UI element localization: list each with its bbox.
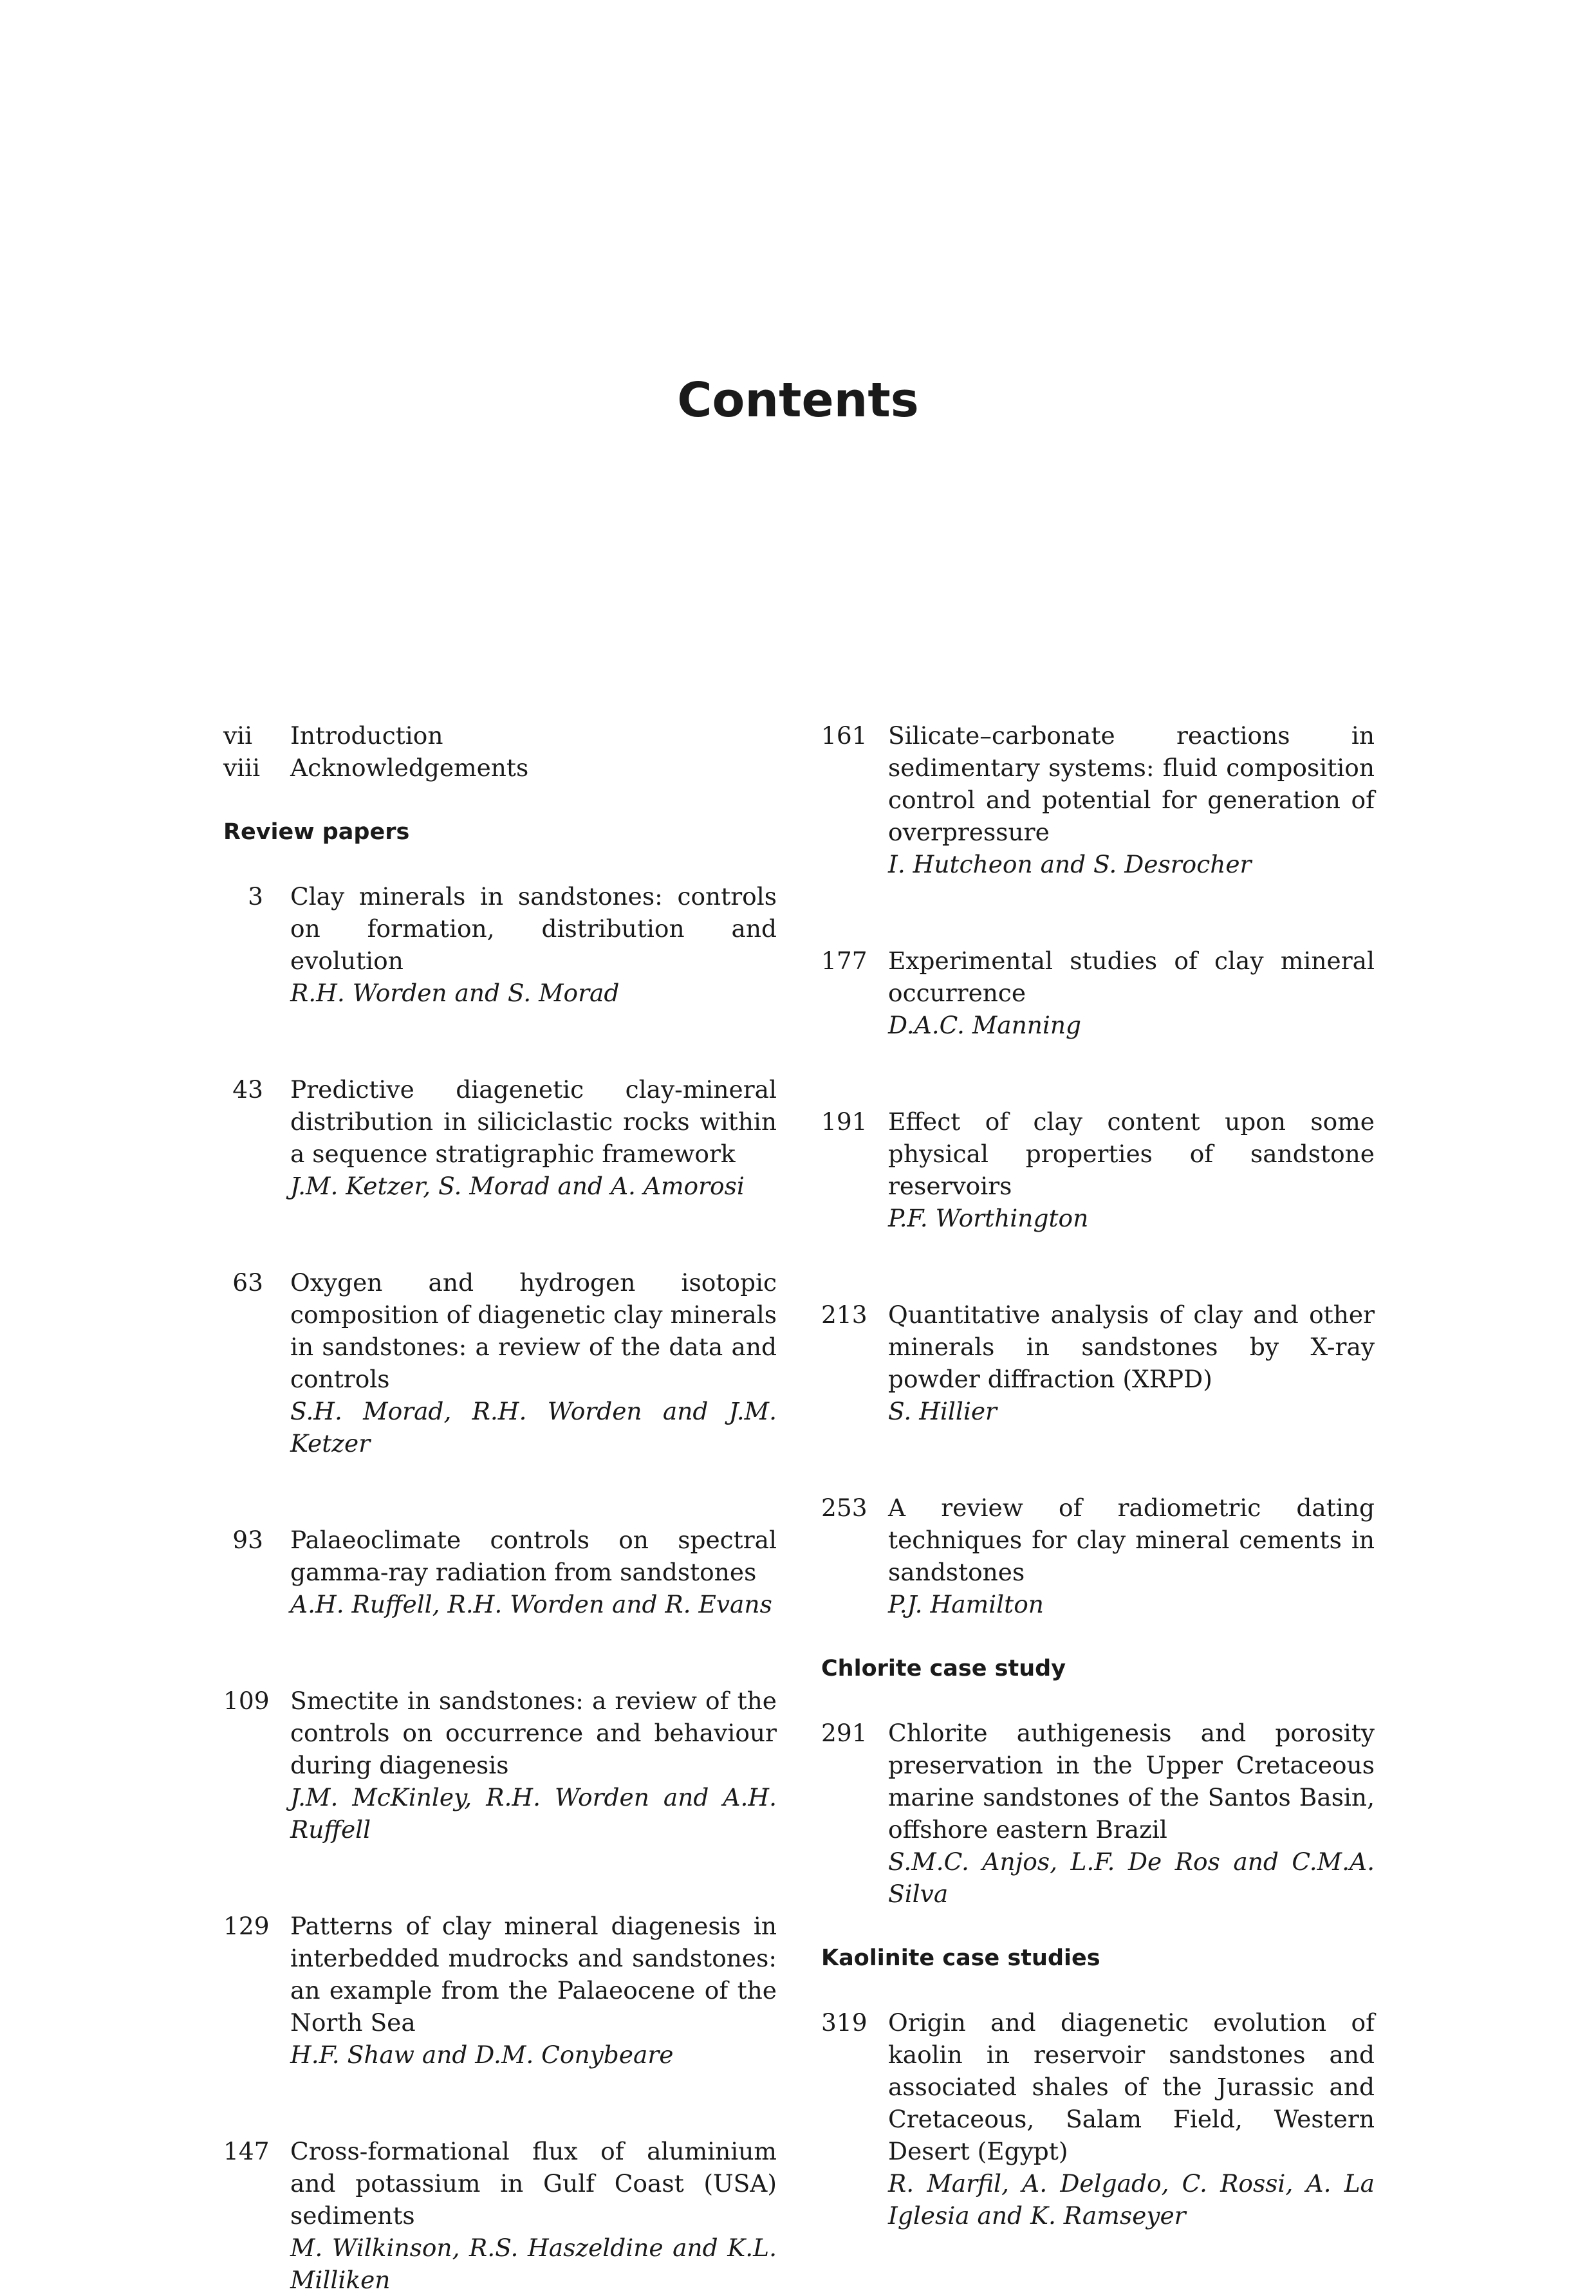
page-number: 213 [821,1301,868,1329]
page-number: 177 [821,947,868,975]
entry-title: Effect of clay content upon some physical properties of sandstone reservoirs [888,1107,1375,1200]
page-number: 129 [223,1912,270,1940]
entry-authors: D.A.C. Manning [888,1011,1082,1039]
toc-entry[interactable] [223,1073,777,1202]
entry-title: Silicate–carbonate reactions in sedimentary systems: fluid composition control and potential for generation of overpressure [888,721,1375,846]
entry-authors: I. Hutcheon and S. Desrocher [888,850,1252,878]
page-number: 93 [232,1526,263,1554]
toc-entry[interactable] [821,1717,1375,1910]
entry-title: Introduction [290,721,443,750]
entry-title: A review of radiometric dating techniques for clay mineral cements in sandstones [888,1494,1375,1586]
toc-entry[interactable] [821,1299,1375,1427]
entry-title: Oxygen and hydrogen isotopic composition of diagenetic clay minerals in sandstones: a review of the data and controls [290,1268,777,1393]
page-number: 253 [821,1494,868,1522]
toc-entry[interactable] [821,945,1375,1041]
toc-entry[interactable] [821,1106,1375,1234]
page-number: 191 [821,1107,868,1136]
toc-entry-acknowledgements[interactable] [223,752,777,784]
entry-title: Experimental studies of clay mineral occurrence [888,947,1375,1007]
toc-entry[interactable] [223,880,777,1009]
entry-authors: R.H. Worden and S. Morad [290,979,620,1007]
entry-title: Smectite in sandstones: a review of the controls on occurrence and behaviour during diagenesis [290,1687,777,1779]
page-number: 109 [223,1687,270,1715]
page-title: Contents [677,373,919,428]
entry-title: Quantitative analysis of clay and other minerals in sandstones by X-ray powder diffraction (XRPD) [888,1301,1375,1393]
entry-authors: H.F. Shaw and D.M. Conybeare [290,2041,674,2069]
page-number: 319 [821,2008,868,2037]
toc-entry-introduction[interactable] [223,719,777,752]
entry-authors: R. Marfil, A. Delgado, C. Rossi, A. La Iglesia and K. Ramseyer [888,2169,1375,2230]
entry-title: Patterns of clay mineral diagenesis in interbedded mudrocks and sandstones: an example from the Palaeocene of the North Sea [290,1912,777,2037]
toc-entry[interactable] [223,1266,777,1459]
entry-authors: A.H. Ruffell, R.H. Worden and R. Evans [290,1590,772,1618]
entry-title: Palaeoclimate controls on spectral gamma-ray radiation from sandstones [290,1526,777,1586]
page-number: 63 [232,1268,263,1297]
page-number: 291 [821,1719,868,1747]
entry-authors: M. Wilkinson, R.S. Haszeldine and K.L. Milliken [290,2234,777,2294]
entry-authors: S.M.C. Anjos, L.F. De Ros and C.M.A. Silva [888,1847,1375,1908]
entry-authors: J.M. Ketzer, S. Morad and A. Amorosi [290,1172,745,1200]
page-number: vii [223,721,253,750]
entry-authors: J.M. McKinley, R.H. Worden and A.H. Ruffell [290,1783,777,1844]
entry-title: Acknowledgements [290,754,529,782]
section-heading-review-papers: Review papers [223,819,410,845]
entry-authors: S.H. Morad, R.H. Worden and J.M. Ketzer [290,1397,777,1458]
page-number: 147 [223,2137,270,2165]
entry-authors: P.J. Hamilton [888,1590,1044,1618]
entry-title: Cross-formational flux of aluminium and potassium in Gulf Coast (USA) sediments [290,2137,777,2230]
section-heading-chlorite: Chlorite case study [821,1656,1066,1681]
entry-title: Chlorite authigenesis and porosity preservation in the Upper Cretaceous marine sandstones of the Santos Basin, offshore eastern Brazil [888,1719,1375,1844]
toc-entry[interactable] [821,2006,1375,2232]
toc-entry[interactable] [223,1685,777,1846]
toc-entry[interactable] [223,2135,777,2296]
toc-entry[interactable] [821,1492,1375,1620]
page-number: 161 [821,721,868,750]
toc-entry[interactable] [223,1910,777,2071]
toc-entry[interactable] [821,719,1375,880]
entry-authors: S. Hillier [888,1397,997,1425]
entry-title: Clay minerals in sandstones: controls on formation, distribution and evolution [290,882,777,975]
toc-right-column [821,719,1375,2232]
page-number: 3 [248,882,263,911]
page-number: viii [223,754,261,782]
entry-title: Predictive diagenetic clay-mineral distribution in siliciclastic rocks within a sequence stratigraphic framework [290,1075,777,1168]
entry-title: Origin and diagenetic evolution of kaolin in reservoir sandstones and associated shales of the Jurassic and Cretaceous, Salam Field, Western Desert (Egypt) [888,2008,1375,2165]
toc-entry[interactable] [223,1524,777,1620]
page-number: 43 [232,1075,263,1104]
entry-authors: P.F. Worthington [888,1204,1089,1232]
section-heading-kaolinite: Kaolinite case studies [821,1945,1100,1971]
toc-left-column [223,719,777,2296]
